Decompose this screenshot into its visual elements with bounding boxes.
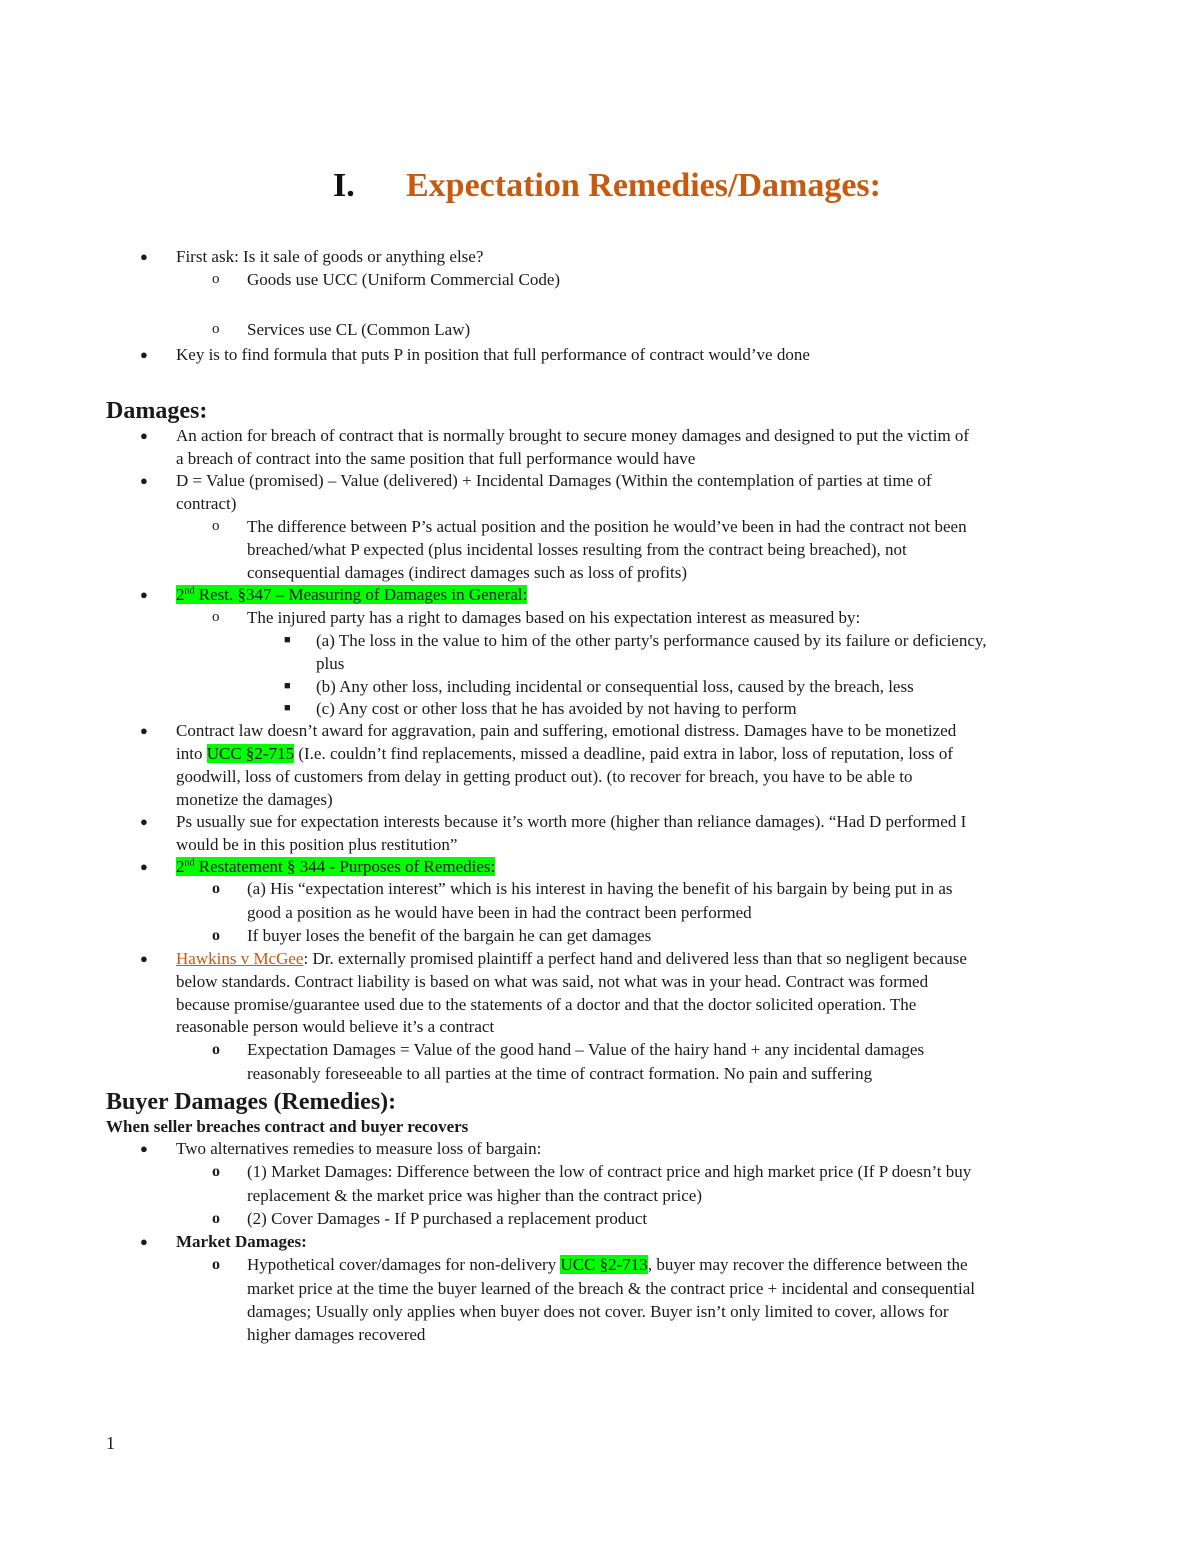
text-fragment: 2 xyxy=(176,585,185,604)
bullet-icon: ● xyxy=(140,473,148,488)
bullet-icon: ● xyxy=(140,859,148,874)
bullet-icon: ● xyxy=(140,951,148,966)
circle-bullet-icon: o xyxy=(212,927,220,944)
text-line: (c) Any cost or other loss that he has avoided by not having to perform xyxy=(316,699,797,718)
text-line: (b) Any other loss, including incidental or consequential loss, caused by the breach, less xyxy=(316,677,914,696)
circle-bullet-icon: o xyxy=(212,1041,220,1058)
circle-bullet-icon: o xyxy=(212,609,220,625)
circle-bullet-icon: o xyxy=(212,271,220,287)
text-line: goodwill, loss of customers from delay in getting product out). (to recover for breach, you have to be able to xyxy=(176,767,913,786)
text-line: (a) His “expectation interest” which is his interest in having the benefit of his bargain by being put in as xyxy=(247,879,953,898)
buyer-damages-heading: Buyer Damages (Remedies): xyxy=(106,1089,397,1115)
restatement-347-heading xyxy=(176,583,527,606)
text-line: (2) Cover Damages - If P purchased a replacement product xyxy=(247,1209,648,1228)
text-line: The injured party has a right to damages based on his expectation interest as measured by: xyxy=(247,608,861,627)
text-line xyxy=(176,742,953,765)
text-fragment: (I.e. couldn’t find replacements, missed a deadline, paid extra in labor, loss of reputation, loss of xyxy=(294,744,954,763)
text-line: Expectation Damages = Value of the good hand – Value of the hairy hand + any incidental damages xyxy=(247,1040,925,1059)
intro-line: First ask: Is it sale of goods or anything else? xyxy=(176,247,484,266)
text-line: Ps usually sue for expectation interests because it’s worth more (higher than reliance damages). “Had D performed I xyxy=(176,812,967,831)
market-damages-label: Market Damages: xyxy=(176,1232,307,1251)
intro-line: Goods use UCC (Uniform Commercial Code) xyxy=(247,270,561,289)
page-number: 1 xyxy=(106,1433,115,1453)
superscript: nd xyxy=(184,857,195,869)
text-line: monetize the damages) xyxy=(176,790,333,809)
square-bullet-icon: ■ xyxy=(284,702,291,714)
ucc-2-715-highlight: UCC §2-715 xyxy=(206,744,295,763)
section-heading: Expectation Remedies/Damages: xyxy=(406,167,881,204)
text-fragment: into xyxy=(176,744,207,763)
text-line: If buyer loses the benefit of the bargain he can get damages xyxy=(247,926,652,945)
bullet-icon: ● xyxy=(140,428,148,443)
circle-bullet-icon: o xyxy=(212,321,220,337)
text-line: market price at the time the buyer learned of the breach & the contract price + incidental and consequential xyxy=(247,1279,975,1298)
text-line: replacement & the market price was higher than the contract price) xyxy=(247,1186,703,1205)
circle-bullet-icon: o xyxy=(212,1163,220,1180)
circle-bullet-icon: o xyxy=(212,1256,220,1273)
text-line: damages; Usually only applies when buyer does not cover. Buyer isn’t only limited to cover, allows for xyxy=(247,1302,949,1321)
damages-heading: Damages: xyxy=(106,398,208,424)
circle-bullet-icon: o xyxy=(212,880,220,897)
text-line xyxy=(247,1253,968,1276)
text-line: would be in this position plus restitution” xyxy=(176,835,458,854)
text-line: below standards. Contract liability is based on what was said, not what was in your head. Contract was formed xyxy=(176,972,929,991)
bullet-icon: ● xyxy=(140,1141,148,1156)
bullet-icon: ● xyxy=(140,814,148,829)
text-line: (1) Market Damages: Difference between the low of contract price and high market price (If P doesn’t buy xyxy=(247,1162,972,1181)
ucc-2-713-highlight: UCC §2-713 xyxy=(560,1255,648,1274)
text-fragment: , buyer may recover the difference between the xyxy=(647,1255,968,1274)
text-line: good a position as he would have been in had the contract been performed xyxy=(247,903,752,922)
text-line: An action for breach of contract that is normally brought to secure money damages and designed to put the victim of xyxy=(176,426,970,445)
text-line: contract) xyxy=(176,494,237,513)
text-line: breached/what P expected (plus incidental losses resulting from the contract being breached), not xyxy=(247,540,907,559)
text-line: plus xyxy=(316,654,345,673)
square-bullet-icon: ■ xyxy=(284,680,291,692)
buyer-subheading: When seller breaches contract and buyer recovers xyxy=(106,1117,469,1136)
intro-line: Services use CL (Common Law) xyxy=(247,320,471,339)
bullet-icon: ● xyxy=(140,1234,148,1249)
circle-bullet-icon: o xyxy=(212,1210,220,1227)
text-line: Two alternatives remedies to measure loss of bargain: xyxy=(176,1139,542,1158)
text-line: Contract law doesn’t award for aggravation, pain and suffering, emotional distress. Damages have to be monetized xyxy=(176,721,957,740)
text-fragment: Hypothetical cover/damages for non-delivery xyxy=(247,1255,561,1274)
section-numeral: I. xyxy=(333,167,355,204)
intro-line: Key is to find formula that puts P in position that full performance of contract would’ve done xyxy=(176,345,810,364)
case-link-hawkins-v-mcgee[interactable]: Hawkins v McGee xyxy=(176,949,304,968)
bullet-icon: ● xyxy=(140,249,148,264)
restatement-344-heading xyxy=(176,855,495,878)
text-line: higher damages recovered xyxy=(247,1325,426,1344)
text-line: D = Value (promised) – Value (delivered) + Incidental Damages (Within the contemplation of parties at time of xyxy=(176,471,932,490)
bullet-icon: ● xyxy=(140,347,148,362)
bullet-icon: ● xyxy=(140,723,148,738)
text-line: because promise/guarantee used due to the statements of a doctor and that the doctor solicited operation. The xyxy=(176,995,917,1014)
square-bullet-icon: ■ xyxy=(284,634,291,646)
text-fragment: Rest. §347 – Measuring of Damages in General: xyxy=(194,585,528,604)
text-line: reasonable person would believe it’s a contract xyxy=(176,1017,495,1036)
text-line: a breach of contract into the same position that full performance would have xyxy=(176,449,696,468)
text-fragment: 2 xyxy=(176,857,185,876)
text-line: consequential damages (indirect damages such as loss of profits) xyxy=(247,563,687,582)
bullet-icon: ● xyxy=(140,587,148,602)
text-line: The difference between P’s actual position and the position he would’ve been in had the contract not been xyxy=(247,517,967,536)
text-line xyxy=(176,947,967,970)
text-line: (a) The loss in the value to him of the other party's performance caused by its failure or deficiency, xyxy=(316,631,987,650)
text-line: reasonably foreseeable to all parties at the time of contract formation. No pain and suffering xyxy=(247,1064,873,1083)
circle-bullet-icon: o xyxy=(212,518,220,534)
text-fragment: Restatement § 344 - Purposes of Remedies: xyxy=(194,857,496,876)
superscript: nd xyxy=(184,585,195,597)
text-fragment: : Dr. externally promised plaintiff a perfect hand and delivered less than that so negligent because xyxy=(303,949,967,968)
